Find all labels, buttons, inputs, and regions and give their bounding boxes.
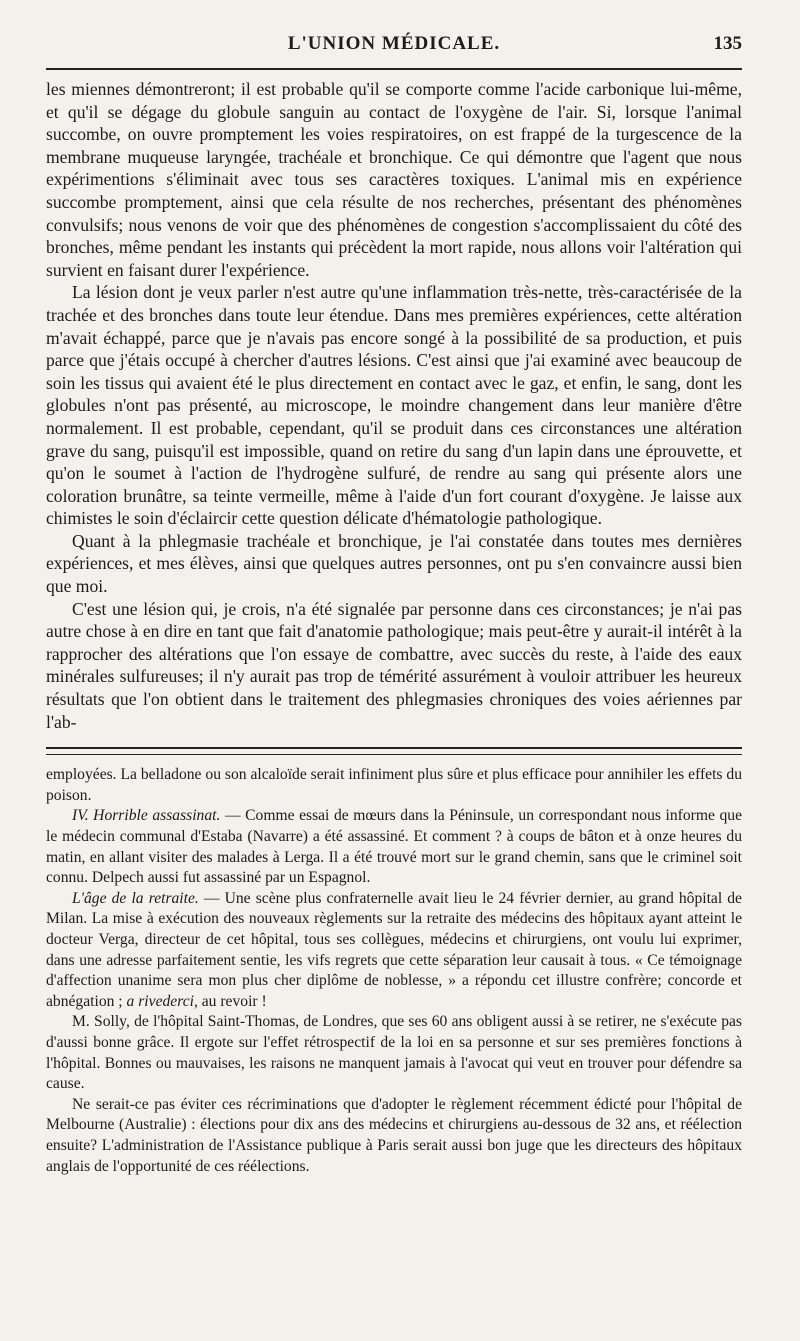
note-heading: L'âge de la retraite. — [72, 889, 199, 907]
note-paragraph: Ne serait-ce pas éviter ces récriminations que d'adopter le règlement récemment édicté pour l'hôpital de Melbourne (Australie) : élections pour dix ans des médecins et chirurgiens au-dessous de 32 ans, et réélection ensuite? L'administration de l'Assistance publique à Paris serait aussi bon juge que les directeurs des hôpitaux anglais de l'opportunité de ces réélections. — [46, 1095, 742, 1175]
section-divider — [46, 747, 742, 755]
note-text: — Comme essai de mœurs dans la Péninsule, un correspondant nous informe que le médecin communal d'Estaba (Navarre) a été assassiné. Et comment ? à coups de bâton et à onze heures du matin, en allant visiter des malades à Lerga. Il a été trouvé mort sur le grand chemin, sans que le criminel soit connu. Delpech aussi fut assassiné par un Espagnol. — [46, 807, 742, 887]
paragraph: Quant à la phlegmasie trachéale et bronchique, je l'ai constatée dans toutes mes dernières expériences, et mes élèves, ainsi que quelques autres personnes, ont pu s'en convaincre aussi bien que moi. — [46, 530, 742, 597]
note-text: — Une scène plus confraternelle avait lieu le 24 février dernier, au grand hôpital de Milan. La mise à exécution des nouveaux règlements sur la retraite des médecins des hôpitaux ayant atteint le docteur Verga, directeur de cet hôpital, tous ses collègues, médecins et chirurgiens, ont voulu lui exprimer, dans une adresse parfaitement sentie, les vifs regrets que cette séparation leur causait à tous. « Ce témoignage d'affection unanime sera mon plus cher diplôme de noblesse, » a répondu cet illustre confrère; concorde et abnégation ; — [46, 889, 742, 1010]
note-heading: IV. Horrible assassinat. — [72, 807, 221, 825]
paragraph: C'est une lésion qui, je crois, n'a été signalée par personne dans ces circonstances; je n'ai pas autre chose à en dire en tant que fait d'anatomie pathologique; mais peut-être y aurait-il intérêt à la rapprocher des altérations que l'on essaye de combattre, avec succès du reste, à l'aide des eaux minérales sulfureuses; il n'y aurait pas trop de témérité assurément à vouloir attribuer les heureux résultats que l'on obtient dans le traitement des phlegmasies chroniques des voies aériennes par l'ab- — [46, 598, 742, 732]
note-paragraph — [46, 806, 742, 888]
main-article-text — [46, 78, 742, 733]
journal-title: L'UNION MÉDICALE. — [287, 33, 501, 54]
running-header — [46, 24, 742, 64]
note-paragraph: M. Solly, de l'hôpital Saint-Thomas, de Londres, que ses 60 ans obligent aussi à se retirer, ne s'exécute pas d'aussi bonne grâce. Il ergote sur l'effet rétrospectif de la loi en sa personne et sur ses premières fonctions à l'hôpital. Bonnes ou mauvaises, les raisons ne manquent jamais à l'avocat qui veut en trouver pour défendre sa cause. — [46, 1013, 742, 1093]
paragraph: La lésion dont je veux parler n'est autre qu'une inflammation très-nette, très-caractérisée de la trachée et des bronches dans toute leur étendue. Dans mes premières expériences, cette altération m'avait échappé, parce que je n'avais pas encore songé à la possibilité de sa production, et puis parce que j'étais occupé à chercher d'autres lésions. C'est ainsi que j'ai examiné avec beaucoup de soin les tissus qui avaient été le plus directement en contact avec le gaz, et enfin, le sang, dont les globules n'ont pas présenté, au microscope, le moindre changement dans leur manière d'être normalement. Il est probable, cependant, qu'il se produit dans ces circonstances une altération grave du sang, puisqu'il est impossible, quand on retire du sang d'un lapin dans une éprouvette, et qu'on le soumet à l'action de l'hydrogène sulfuré, de rendre au sang qui présente alors une coloration brunâtre, sa teinte vermeille, même à l'aide d'un fort courant d'oxygène. Je laisse aux chimistes le soin d'éclaircir cette question délicate d'hématologie pathologique. — [46, 282, 742, 529]
header-rule — [46, 68, 742, 70]
page-number: 135 — [713, 33, 742, 54]
note-text: , au revoir ! — [193, 992, 267, 1010]
note-paragraph: employées. La belladone ou son alcaloïde serait infiniment plus sûre et plus efficace pour annihiler les effets du poison. — [46, 766, 742, 804]
paragraph: les miennes démontreront; il est probable qu'il se comporte comme l'acide carbonique lui-même, et qu'il se dégage du globule sanguin au contact de l'oxygène de l'air. Si, lorsque l'animal succombe, on ouvre promptement les voies respiratoires, on est frappé de la turgescence de la membrane muqueuse laryngée, trachéale et bronchique. Ce qui démontre que l'agent que nous expérimentions s'éliminait avec tous ses caractères toxiques. L'animal mis en expérience succombe promptement, ainsi que cela résulte de nos recherches, présentant des phénomènes convulsifs; nous venons de voir que des phénomènes de congestion s'accomplissaient du côté des bronches, même pendant les instants qui précèdent la mort rapide, nous allons voir l'altération qui survient en faisant durer l'expérience. — [46, 79, 742, 280]
note-paragraph — [46, 889, 742, 1013]
note-italic-phrase: a rivederci — [126, 992, 194, 1010]
news-notes — [46, 765, 742, 1177]
